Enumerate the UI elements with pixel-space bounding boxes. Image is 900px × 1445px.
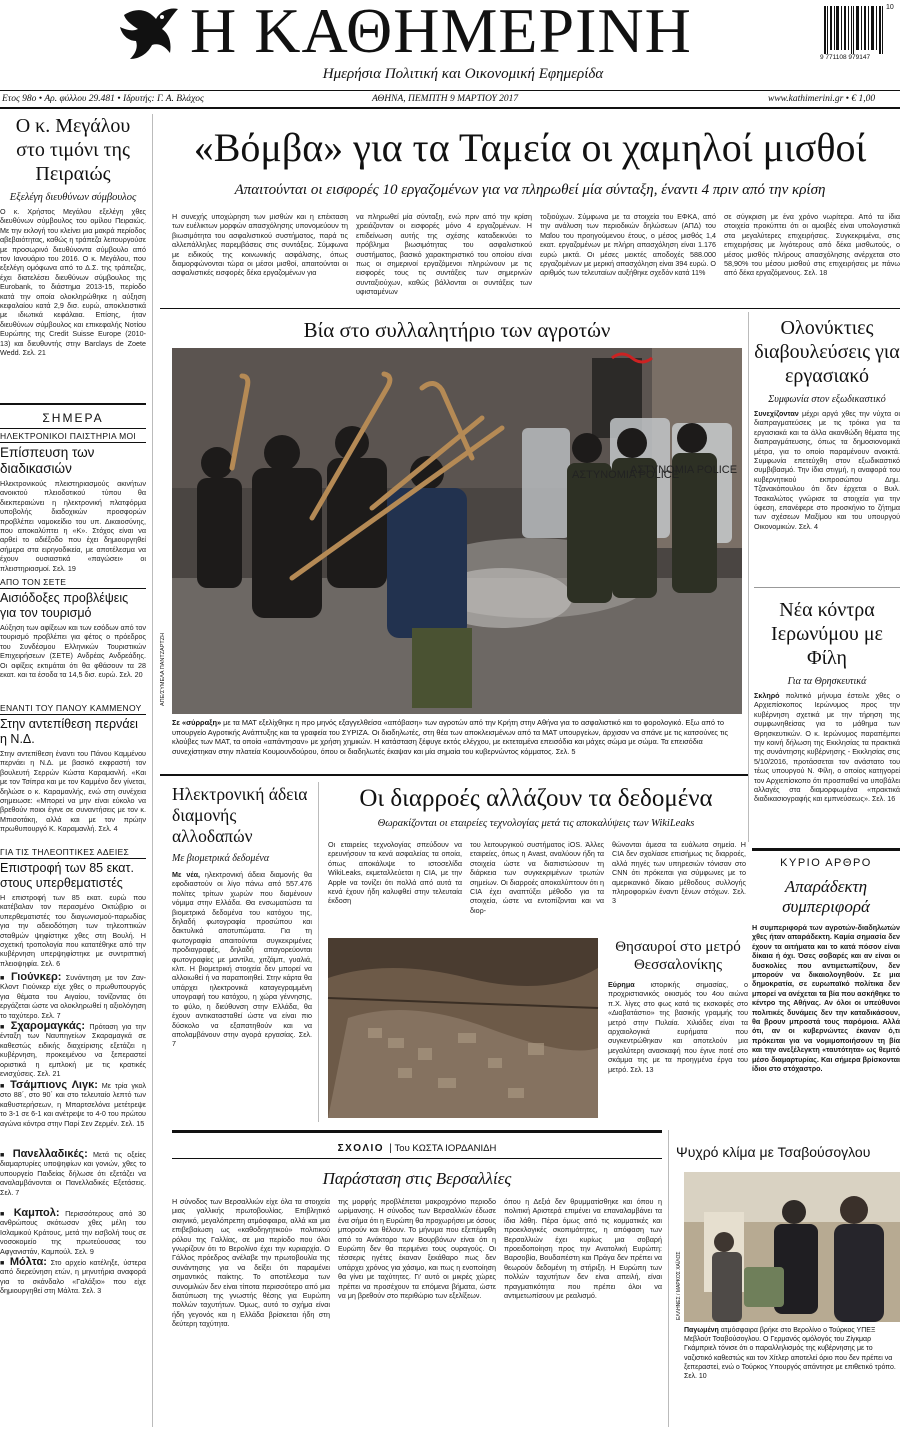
left-top-headline: Ο κ. Μεγάλου στο τιμόνι της Πειραιώς (15, 115, 131, 185)
bullet-item: ■ Καμπολ: Περισσότερους από 30 ανθρώπους σκότωσαν χθες μέλη του Ισλαμικού Κράτους, μετά την εισβολή τους σε νοσοκομείο της πρωτεύουσας του Αφγανιστάν, Καμπούλ. Σελ. 9 (0, 1207, 146, 1256)
phoenix-logo-icon (118, 3, 182, 61)
today-bullets (0, 971, 146, 1296)
today-label: ΣΗΜΕΡΑ (42, 411, 104, 425)
today-head: Στην αντεπίθεση περνάει η Ν.Δ. (0, 717, 138, 746)
bottom-photo-title: Ψυχρό κλίμα με Τσαβούσογλου (676, 1144, 871, 1160)
comment-headline: Παράσταση στις Βερσαλλίες (322, 1169, 512, 1188)
bottom-photo-caption: Παγωμένη ατμόσφαιρα βρήκε στο Βερολίνο ο Τούρκος ΥΠΕΞ Μεβλούτ Τσαβούσογλου. Ο Γερμανός ομόλογός του Ζίγκμαρ Γκάμπριελ τόνισε ότι ο παραλληλισμός της κυβέρνησης με το ναζιστικό καθεστώς και τον Χίτλερ αποτελεί όριο που δεν πρέπει να ξεπεραστεί, ενώ ο Τούρκος Υπουργός απάντησε με επιθετικό τρόπο. Σελ. 10 (684, 1327, 896, 1381)
right-s2-deck: Για τα Θρησκευτικά (787, 676, 867, 687)
masthead-title: Η ΚΑΘΗΜΕΡΙΝΗ (190, 0, 692, 66)
editorial-label: ΚΥΡΙΟ ΑΡΘΡΟ (780, 857, 872, 869)
today-body: Ηλεκτρονικούς πλειστηριασμούς ακινήτων ανοικτού πλειοδοτικού τύπου θα διεκπεραιώνει η ηλεκτρονική πλατφόρμα υποβολής διαδοχικών προσφορών προβλέπει ναμοκείδιο του υπ. Δικαιοσύνης, που αποκαλύπτει η «Κ». Στόχος είναι να αρθεί το αδιέξοδο που έχει δημιουργηθεί σήμερα στα ειρηνοδικεία, με αποτέλεσμα να έχουν ουσιαστικά «παγώσει» οι πλειστηριασμοί. Σελ. 19 (0, 479, 146, 573)
today-kicker: ΕΝΑΝΤΙ ΤΟΥ ΠΑΝΟΥ ΚΑΜΜΕΝΟΥ (0, 703, 146, 715)
metro-body: Εύρημα ιστορικής σημασίας, ο προχριστιανικός οικισμός του 4ου αιώνα π.Χ. λίγες στο φως κατά τις εκσκαφές στο «Διαβατάστιο» της βασικής γραμμής του μετρό στην Πυλαία. Χιλιάδες είναι τα αρχαιολογικά ευρήματα που συγκεντρώθηκαν και αποτελούν μια μεγαλύτερη ανασκαφή που έγινε ποτέ στο σκάμμα της με τα προηγμένα έργα του μετρό. Σελ. 13 (608, 980, 748, 1074)
today-head: Επιστροφή των 85 εκατ. στους υπερθεματιστές (0, 861, 134, 890)
today-body: Αύξηση των αφίξεων και των εσόδων από τον τουρισμό προβλέπει για φέτος ο πρόεδρος του Συνδέσμου Ελληνικών Τουριστικών Επιχειρήσεων (ΣΕΤΕ) Ανδρέας Ανδρεάδης. Οι αφίξεις εκτιμάται ότι θα φθάσουν τα 28 εκατ. και τα έσοδα τα 14,5 δισ. ευρώ. Σελ. 20 (0, 623, 146, 680)
cavusoglu-photo (684, 1172, 900, 1322)
today-item (0, 847, 146, 969)
right-s1-headline: Ολονύκτιες διαβουλεύσεις για εργασιακό (754, 317, 900, 387)
site-price: www.kathimerini.gr • € 1,00 (768, 94, 876, 104)
bullet-item: ■ Πανελλαδικές: Μετά τις οξείες διαμαρτυρίες υποψηφίων και γονιών, χθες το υπουργείο Παιδείας δήλωσε ότι εξετάζει να αναλαμβάνονται οι Πανελλαδικές Εξετάσεις. Σελ. 7 (0, 1148, 146, 1197)
excavation-illustration (328, 938, 598, 1118)
dateline: ΑΘΗΝΑ, ΠΕΜΠΤΗ 9 ΜΑΡΤΙΟΥ 2017 (372, 94, 519, 104)
right-s2-body: Σκληρό πολιτικό μήνυμα έστειλε χθες ο Αρχιεπίσκοπος Ιερώνυμος προς την κυβέρνηση σχετικά με την τήρηση της συμφωνηθείσας για το μάθημα των Θρησκευτικών. Ο κ. Ιερώνυμος παραπέμπει την κοινή δήλωση της Εκκλησίας τα πρακτικά της συνάντησης κυβέρνησης - Εκκλησίας στις 5/10/2016, προτάσσεται τον ανάστατο του τέως υπουργού Ν. Φίλη, ο οποίος κατηγορεί τον Αρχιεπίσκοπο ότι προσπαθεί να υποβάλει αλλαγές στα διαμορφωμένα «πρακτικά διαδικασιογραφής και εμπνεύσεως». Σελ. 16 (754, 691, 900, 804)
photo-title: Βία στο συλλαλητήριο των αγροτών (303, 318, 611, 342)
left-top-body: Ο κ. Χρήστος Μεγάλου εξελέγη χθες διευθύνων σύμβουλος του ομίλου Πειραιώς. Με την εκλογή του κλείνει μια μακρά περίοδος αβεβαιότητας, καθώς η τράπεζα λειτουργούσε με προσωρινό διευθύνοντα σύμβουλο από τον Ιανουάριο του 2016. Ο κ. Μεγάλου, που εξελέγη ομόφωνα από το Δ.Σ. της τράπεζας, έχει διατελέσει διευθύνων σύμβουλος της Eurobank, το διάστημα 2013-15, περίοδο κατά την οποία ολοκληρώθηκε η αύξηση κεφαλαίου κατά 2,9 δισ. ευρώ, αποκλειστικά με ιδιωτικά κεφάλαια. Επίσης, ήταν διευθύνων σύμβουλος και επικεφαλής Νοτίου Ευρώπης της Credit Suisse Europe (2010-13) και διευθυντής στην Barclays de Zoete Wedd. Σελ. 21 (0, 207, 146, 358)
comment-author: Του ΚΩΣΤΑ ΙΟΡΔΑΝΙΔΗ (394, 1143, 497, 1154)
leaks-body: Οι εταιρείες τεχνολογίας σπεύδουν να ερευνήσουν τα κενά ασφαλείας τα οποία, όπως αποκάλυψε το ιστοσελίδα WikiLeaks, εκμεταλλεύεται η CIA, με την Apple να τονίζει ότι πολλά από αυτά τα κενά έχουν ήδη καλυφθεί στην τελευταία έκδοση του λειτουργικού συστήματος iOS. Άλλες εταιρείες, όπως η Avast, αναλύουν ήδη τα στοιχεία ώστε να διαπιστώσουν τη διάρκεια των συγκεκριμένων τρωτών σημείων. Οι διαρροές αποκαλύπτουν ότι η CIA έχει αναπτύξει μέθοδο για τα στοιχεία, ώστε να εντοπίζονται και να διορ- θώνονται άμεσα τα ευάλωτα σημεία. Η CIA δεν σχολίασε επισήμως τις διαρροές, αλλά πηγές των υπηρεσιών τόνισαν στο CNN ότι πρόκειται για σύμφωνες με το αμερικανικό δίκαιο μέθοδους συλλογής πληροφοριών έναντι ξένων στόχων. Σελ. 3 (328, 840, 746, 915)
permits-body: Με νέα, ηλεκτρονική άδεια διαμονής θα εφοδιαστούν οι λίγο πάνω από 557.476 πολίτες τρίτων χωρών που διαμένουν νόμιμα στην Ελλάδα. Θα ενσωματώσει τα βιομετρικά δεδομένα του κατόχου της, δηλαδή φωτογραφία προσώπου και δακτυλικά αποτυπώματα. Για τη φωτογραφία απαιτούνται συγκεκριμένες προδιαγραφές, δηλαδή απαγορεύονται φωτογραφίες με μαντίλα, χιτζάμπ, γυαλιά, κλπ. Η βιομετρική στοιχεία δεν μπορεί να αλλοιωθεί ή να παραποιηθεί. Στην κάρτα θα υπάρχει ηλεκτρονικά καταγεγραμμένη υπογραφή του κατόχου, η χώρα γέννησης, το φύλο, η διεύθυνση στην Ελλάδα, θα έχουν αντικατασταθεί ώστε να είναι πιο δύσκολο να εξαπατηθούν και να απολαμβάνουν στην αγορά εργασίας. Σελ. 7 (172, 870, 312, 1049)
today-item (0, 703, 146, 843)
editorial-body: Η συμπεριφορά των αγροτών-διαδηλωτών χθες ήταν απαράδεκτη. Καμία σημασία δεν έχουν τα αιτήματα και το κατά πόσον είναι δίκαια ή όχι. Όσες σοβαρές και αν είναι οι δυσκολίες που αντιμετωπίζουν, δεν μπορούν να δικαιολογηθούν. Σε μια δημοκρατία, σε ευρωπαϊκό πολίτικα δεν μπορεί να ανέχεται τα βία που ασκήθηκε το κέντρο της Αθήνας. Αν όλοι οι υπεύθυνοι πολιτικές δυνάμεις δεν την καταδικάσουν, θα βρουν μπροστά τους παρόμοια. Αλλά ότι, αν οι κυβερνώντες έκαναν ό,τι πρόκειται για να νομιμοποιήσουν τη βία και την ανεξέλεγκτη «ταυτότητα» ως θεμιτό μέσο διαμαρτυρίας. Και σήμερα βρίσκονται ίδιοι στο στόχαστρο. (752, 923, 900, 1074)
leaks-deck: Θωρακίζονται οι εταιρείες τεχνολογίας μετά τις αποκαλύψεις των WikiLeaks (377, 818, 695, 829)
issue-info: Ετος 98ο • Αρ. φύλλου 29.481 • Ιδρυτής: Γ. Α. Βλάχος (2, 94, 204, 104)
barcode-icon (824, 6, 884, 54)
photo-illustration (172, 348, 742, 714)
bullet-item: ■ Μόλτα: Στο αρχείο κατέληξε, ύστερα από διερεύνηση ετών, η μηνυτήρια αναφορά για το σκάνδαλο «Γαλάξιο» που είχε δημιουργηθεί στη Μάλτα. Σελ. 3 (0, 1256, 146, 1296)
left-column (0, 114, 146, 1427)
barcode-number: 9 771108 979147 (820, 54, 871, 61)
permits-deck: Με βιομετρικά δεδομένα (172, 853, 270, 864)
lead-body: Η συνεχής υποχώρηση των μισθών και η επέκταση των ευέλικτων μορφών απασχόλησης υπονομεύουν τη βιωσιμότητα του ασφαλιστικού συστήματος, παρά τις αλλεπάλληλες παρεμβάσεις στις συντάξεις. Σύμφωνα με ειδικούς της κοινωνικής ασφάλισης, όπως διαμορφώνονται τώρα οι μέσοι μισθοί, απαιτούνται οι ασφαλιστικές εισφορές δέκα εργαζομένων για να πληρωθεί μία σύνταξη, ενώ πριν από την κρίση χρειάζονταν οι εισφορές μόνο 4 εργαζομένων. Η επιδείνωση αυτής της σχέσης καταδεικνύει το πρόβλημα βιωσιμότητας του ασφαλιστικού συστήματος, βασικό χαρακτηριστικό του οποίου είναι πως οι σημερινοί εργαζόμενοι πληρώνουν με τις εισφορές τους τις συντάξεις των σημερινών συνταξιούχων, καθώς βάλλονται οι συντάξεις των υφισταμένων τοξιούχων. Σύμφωνα με τα στοιχεία του ΕΦΚΑ, από την ανάλυση των περιοδικών δηλώσεων (ΑΠΔ) του Μαΐου του προηγούμενου έτους, ο μέσος μισθός 1,4 εκατ. εργαζομένων με πλήρη απασχόληση είναι 1.176 ευρώ μικτά. Οι μέσες μεικτές αποδοχές 588.000 εργαζομένων με μερική απασχόληση είναι 394 ευρώ. Ο αριθμός των τελευταίων αυξήθηκε σχεδόν κατά 11% σε σύγκριση με ένα χρόνο νωρίτερα. Από τα ίδια στοιχεία προκύπτει ότι οι αμοιβές είναι υπολογιστικά στα μεγαλύτερες επιχειρήσεις. Συγκεκριμένα, στις επιχειρήσεις με λιγότερους από δέκα μισθωτούς, ο μέσος μισθός πλήρους απασχόλησης ανέρχεται στο 58,90% του μέσου μισθού στις επιχειρήσεις με πάνω από δέκα εργαζόμενους. Σελ. 18 (172, 212, 900, 297)
comment-body: Η σύνοδος των Βερσαλλιών είχε όλα τα στοιχεία μιας γαλλικής πρωτοβουλίας. Επιβλητικό σκηνικό, μεγαλόπρεπη ατμόσφαιρα, αλλά και μια επιβεβαίωση ως «καθοδηγητικού» πολιτικού ρόλου της Γαλλίας, σε μια περίοδο που όλοι γνωρίζουν ότι το Βερολίνο έχει την κυριαρχία. Ο Γάλλος πρόεδρος ανέλαβε την πρωτοβουλία της συνάντησης για να δείξει ότι παραμένει σημαντικός παίκτης. Το αποτέλεσμα των συνομιλιών δεν είναι τίποτα περισσότερο από μια διατύπωση της γνωστής θέσης για Ευρώπη πολλών ταχυτήτων. Όμως, αυτό το σχήμα είναι ήδη γεγονός και η Ελλάδα βρίσκεται ήδη στη δεύτερη ταχύτητα. της μορφής προβλέπεται μακροχρόνιο περιοδο ωρίμανσης. Η σύνοδος των Βερσαλλιών έδωσε ένα σήμα ότι η Ευρώπη θα προχωρήσει με όσους μπορούν και θέλουν. Το μήνυμα που εξεπέμφθη από το Ανάκτορο των Βουρβόνων είναι ότι η Ευρώπη δεν θα περιμένει τους ουραγούς. Οι τέσσερις ηγέτες έκαναν ξεκάθαρο πως δεν υπάρχει χρόνος για χάσιμο, και πως η ενοποίηση θα γίνει με ταχύτητες. Γι' αυτό οι μικρές χώρες πρέπει να προσέχουν τα επόμενα βήματα, ώστε να μη βρεθούν στο περιθώριο των εξελίξεων. όπου η Δεξιά δεν θρυμματίσθηκε και όπου η πολιτική Αριστερά επιμένει να επαναλαμβάνει τα ίδια λάθη. Πέρα όμως από τις κομματικές και προεκλογικές σκοπιμότητες, η απόφαση των Βερσαλλιών έχει κυρίως μια σοβαρή προειδοποίηση προς την Ανατολική Ευρώπη: Βαρσοβία, Βουδαπέστη και Πράγα δεν πρέπει να θεωρούν δεδομένη τη στήριξη. Η Ευρώπη των πολλών ταχυτήτων δεν είναι απειλή, είναι πραγματικότητα που πρέπει όλοι να αντιμετωπίσουν με ρεαλισμό. (172, 1197, 662, 1329)
barcode-issue: 10 (886, 4, 894, 11)
today-item (0, 431, 146, 573)
left-top-deck: Εξελέγη διευθύνων σύμβουλος (9, 192, 137, 203)
farmers-protest-photo (172, 348, 742, 714)
right-s2-headline: Νέα κόντρα Ιερωνύμου με Φίλη (771, 599, 883, 669)
today-kicker: ΑΠΟ ΤΟΝ ΣΕΤΕ (0, 577, 146, 589)
leaks-headline: Οι διαρροές αλλάζουν τα δεδομένα (359, 785, 713, 812)
photo-credit: ΑΠΕ/ΣΥΜΕΛΑ ΠΑΝΤΖΑΡΤΖΗ (160, 632, 166, 706)
today-body: Η επιστροφή των 85 εκατ. ευρώ που κατέβαλαν τον περασμένο Οκτώβριο οι υπερθεματιστές του διαγωνισμού-παρωδίας για την αδειοδότηση των τηλεοπτικών σταθμών ψηφίστηκε χθες στη Βουλή. Η σχετική τροπολογία που κατατέθηκε από την κυβέρνηση υπερψηφίστηκε με συντριπτική πλειοψηφία. Σελ. 6 (0, 893, 146, 968)
lead-deck: Απαιτούνται οι εισφορές 10 εργαζομένων για να πληρωθεί μία σύνταξη, έναντι 4 πριν από την κρίση (234, 182, 826, 198)
bullet-item: ■ Σχαρομαγκάς: Πρόταση για την ένταξη των Ναυπηγείων Σκαραμαγκά σε καθεστώς ειδικής διαχείρισης εξετάζει η κυβέρνηση, προκειμένου να ξεπεραστεί οριστικά η εμπλοκή με τις κρατικές ενισχύσεις. Σελ. 21 (0, 1020, 146, 1079)
bottom-photo-credit: ΕΛΛΗΝΕΣ / ΜΑΡΚΟΣ ΧΑΪΛΟΣ (676, 1251, 682, 1320)
comment-label: ΣΧΟΛΙΟ (337, 1143, 385, 1154)
right-s1-deck: Συμφωνία στον εξωδικαστικό (768, 394, 886, 405)
meeting-photo-illustration (684, 1172, 900, 1322)
masthead-subtitle: Ημερήσια Πολιτική και Οικονομική Εφημερίδα (322, 66, 604, 82)
police-shield-text: ΑΣΤΥΝΟΜΙΑ POLICE (572, 469, 680, 481)
barcode (818, 4, 898, 62)
editorial-headline: Απαράδεκτη συμπεριφορά (782, 877, 870, 916)
metro-headline: Θησαυροί στο μετρό Θεσσαλονίκης (615, 939, 741, 973)
permits-headline: Ηλεκτρονική άδεια διαμονής αλλοδαπών (172, 784, 308, 846)
today-body: Στην αντεπίθεση έναντι του Πάνου Καμμένου περνάει η Ν.Δ. με βασικό εκφραστή τον βουλευτή Σερρών Κώστα Καραμανλή. «Και με τον Τσίπρα και με τον Καμμένο δεν γίνεται, δηλώσε ο κ. Καραμανλής, ενώ στη συνέχεια σημειωσε: «Μπορεί να μην είναι εύκολο να βρεθούν ποιοι έγινε σε συναντήσεις με τον κ. Μπισοτάκη, αλλά και με τον πρώην πρωθυπουργό Κ. Καραμανλή. Σελ. 4 (0, 749, 146, 834)
comment-section: ΣΧΟΛΙΟ | Του ΚΩΣΤΑ ΙΟΡΔΑΝΙΔΗ Παράσταση στις Βερσαλλίες Η σύνοδος των Βερσαλλιών είχε όλα τα στοιχεία μιας γαλλικής πρωτοβουλίας. Επιβλητικό σκηνικό, μεγαλόπρεπη ατμόσφαιρα, αλλά και μια επιβεβαίωση ως «καθοδηγητικού» πολιτικού ρόλου της Γαλλίας, σε μια περίοδο που όλοι γνωρίζουν ότι το Βερολίνο έχει την κυριαρχία. Ο Γάλλος πρόεδρος ανέλαβε την πρωτοβουλία της συνάντησης για να δείξει ότι παραμένει σημαντικός παίκτης. Το αποτέλεσμα των συνομιλιών δεν είναι τίποτα περισσότερο από μια διατύπωση της γνωστής θέσης για Ευρώπη πολλών ταχυτήτων. Όμως, αυτό το σχήμα είναι ήδη γεγονός και η Ελλάδα βρίσκεται ήδη στη δεύτερη ταχύτητα. της μορφής προβλέπεται μακροχρόνιο περιοδο ωρίμανσης. Η σύνοδος των Βερσαλλιών έδωσε ένα σήμα ότι η Ευρώπη θα προχωρήσει με όσους μπορούν και θέλουν. Το μήνυμα που εξεπέμφθη από το Ανάκτορο των Βουρβόνων είναι ότι η Ευρώπη δεν θα περιμένει τους ουραγούς. Οι τέσσερις ηγέτες έκαναν ξεκάθαρο πως δεν υπάρχει χρόνος για χάσιμο, και πως η ενοποίηση θα γίνει με ταχύτητες. Γι' αυτό οι μικρές χώρες πρέπει να προσέχουν τα επόμενα βήματα, ώστε να μη βρεθούν στο περιθώριο των εξελίξεων. όπου η Δεξιά δεν θρυμματίσθηκε και όπου η πολιτική Αριστερά επιμένει να επαναλαμβάνει τα ίδια λάθη. Πέρα όμως από τις κομματικές και προεκλογικές σκοπιμότητες, η απόφαση των Βερσαλλιών έχει κυρίως μια σοβαρή προειδοποίηση προς την Ανατολική Ευρώπη: Βαρσοβία, Βουδαπέστη και Πράγα δεν πρέπει να θεωρούν δεδομένη τη στήριξη. Η Ευρώπη των πολλών ταχυτήτων δεν είναι απειλή, είναι πραγματικότητα που πρέπει όλοι να αντιμετωπίσουν με ρεαλισμό. (172, 1130, 662, 1445)
masthead (0, 0, 900, 112)
police-shield-text: ΑΣΤΥΝΟΜΙΑ POLICE (630, 464, 738, 476)
bullet-item: ■ Τσάμπιονς Λιγκ: Με τρία γκολ στο 88΄, στο 90΄ και στο τελευταίο λεπτό των καθυστερήσεων, η Μπαρτσελόνα μετέτρεψε το 3-1 σε 6-1 και ανέτρεψε το 4-0 του πρώτου αγώνα κόντρα στην Παρί Σεν Ζερμέν. Σελ. 15 (0, 1079, 146, 1128)
today-kicker: ΗΛΕΚΤΡΟΝΙΚΟΙ ΠΑΙΣΤΗΡΙΑ ΜΟΙ (0, 431, 146, 443)
right-column (754, 316, 900, 825)
today-kicker: ΓΙΑ ΤΙΣ ΤΗΛΕΟΠΤΙΚΕΣ ΑΔΕΙΕΣ (0, 847, 146, 859)
today-head: Επίσπευση των διαδικασιών (0, 445, 95, 476)
lead-headline: «Βόμβα» για τα Ταμεία οι χαμηλοί μισθοί (193, 125, 867, 170)
photo-caption: Σε «σύρραξη» με τα ΜΑΤ εξελίχθηκε η προ μηνός εξαγγελθείσα «απόβαση» των αγροτών από την Κρήτη στην Αθήνα για το ασφαλιστικό και το φορολογικό. Εξω από το υπουργείο Αγροτικής Ανάπτυξης και τα γραφεία του ΣΥΡΙΖΑ. Οι διαδηλωτές, στη θέα των αποκλεισμένων από τα ΜΑΤ υπουργείων, άρχισαν να σπάνε με τις κατσούνες τις κλούβες των ΜΑΤ, τα οποία «απάντησαν» με χρήση χημικών. Η κατάσταση ξέφυγε εκτός ελέγχου, με εκτεταμένα επεισόδια και μάχες σώμα με σώμα. Τα επεισόδια συνεχίστηκαν στην πλατεία Κουμουνδούρου, όπου οι διαδηλωτές έκαψαν και μία σημαία του κυβερνώντος κόμματος. Σελ. 5 (172, 718, 729, 756)
permits-story (172, 784, 312, 1106)
bullet-item: ■ Γιούνκερ: Συνάντηση με τον Ζαν-Κλοντ Γιούνκερ είχε χθες ο πρωθυπουργός για θέματα του Αιγαίου, τονίζοντας ότι εργάζεται ώστε να ολοκληρωθεί η αξιολόγηση το ταχύτερο. Σελ. 7 (0, 971, 146, 1020)
editorial-box (752, 848, 900, 1120)
metro-story (608, 938, 748, 1114)
right-s1-body: Συνεχίζονταν μέχρι αργά χθες την νύχτα οι διαπραγματεύσεις με τις τρόικα για τα εργασιακά και τα άλλα ακανθώδη θέματα της διαπραγμάτευσης, όπως τα δημοσιονομικά μέτρα, για το οποίο παραμένουν ανοικτά. Συμφωνία επετεύχθη στον εξωδικαστικό συμβιβασμό. Την ίδια στιγμή, η αναφορά του κυβερνητικού εκπροσώπου Δημ. Τζανακόπουλου ότι δεν έρχεται ο Βυιλ. Τσακαλώτος γνώρισε τα στοιχεία για την ύφεση, επανέφερε στο προσκήνιο το ζήτημα των σχέσεων Μαξίμου και του υπουργού Οικονομικών. Σελ. 4 (754, 409, 900, 531)
today-item (0, 577, 146, 699)
today-head: Αισιόδοξες προβλέψεις για τον τουρισμό (0, 591, 129, 620)
excavation-photo (328, 938, 598, 1118)
